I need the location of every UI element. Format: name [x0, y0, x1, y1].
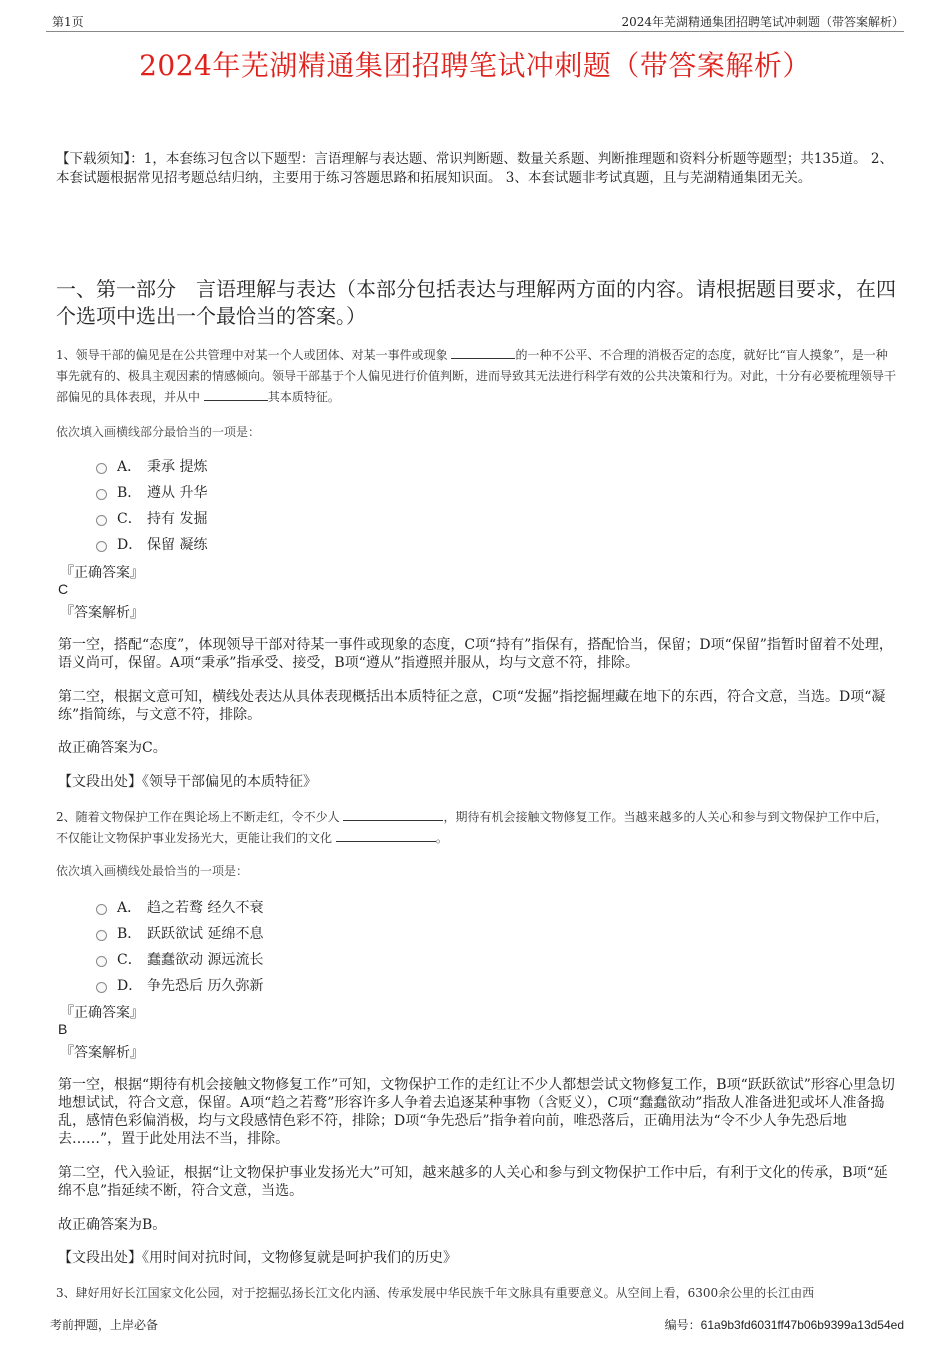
option-c[interactable]: C． 蠢蠢欲动 源远流长 [96, 946, 263, 972]
question-3-text: 3、肆好用好长江国家文化公园，对于挖掘弘扬长江文化内涵、传承发展中华民族千年文脉具有重要意义。从空间上看，6300余公里的长江由西 [56, 1286, 815, 1300]
blank-line [451, 346, 515, 359]
question-2-prompt: 依次填入画横线处最恰当的一项是： [56, 864, 249, 878]
option-b[interactable]: B． 遵从 升华 [96, 479, 207, 505]
section-heading: 一、第一部分 言语理解与表达（本部分包括表达与理解两方面的内容。请根据题目要求，在四个选项中选出一个最恰当的答案。） [56, 277, 896, 328]
analysis-label: 『答案解析』 [60, 605, 144, 621]
option-d[interactable]: D． 争先恐后 历久弥新 [96, 972, 263, 998]
correct-answer-label: 『正确答案』 [60, 1005, 144, 1021]
blank-line [343, 808, 443, 821]
footer-slogan: 考前押题，上岸必备 [50, 1318, 159, 1332]
question-1-text: 1、领导干部的偏见是在公共管理中对某一个人或团体、对某一事件或现象 的一种不公平、不合理的消极否定的态度，就好比“盲人摸象”，是一种事先就有的、极具主观因素的情感倾向。领导干部基于个人偏见进行价值判断，进而导致其无法进行科学有效的公共决策和行为。对此，十分有必要梳理领导干部偏见的具体表现，并从中 其本质特征。 [56, 348, 897, 404]
analysis-conclusion: 故正确答案为C。 [58, 740, 167, 756]
option-a[interactable]: A． 秉承 提炼 [96, 453, 207, 479]
analysis-paragraph: 第一空，根据“期待有机会接触文物修复工作”可知，文物保护工作的走红让不少人都想尝试文物修复工作，B项“跃跃欲试”形容心里急切地想试试，符合文意，保留。A项“趋之若鹜”形容许多人争着去追逐某种事物（含贬义），C项“蠢蠢欲动”指敌人准备进犯或坏人准备捣乱，感情色彩偏消极，均与文段感情色彩不符，排除；D项“争先恐后”指争着向前，唯恐落后，正确用法为“令不少人争先恐后地去……”，置于此处用法不当，排除。 [58, 1077, 895, 1147]
analysis-paragraph: 第二空，根据文意可知，横线处表达从具体表现概括出本质特征之意，C项“发掘”指挖掘埋藏在地下的东西，符合文意，当选。D项“凝练”指简练，与文意不符，排除。 [58, 689, 886, 723]
download-notice: 【下载须知】：1，本套练习包含以下题型：言语理解与表达题、常识判断题、数量关系题、判断推理题和资料分析题等题型；共135道。 2、本套试题根据常见招考题总结归纳，主要用于练习答题思路和拓展知识面。 3、本套试题非考试真题，且与芜湖精通集团无关。 [56, 151, 893, 186]
source-citation: 【文段出处】《领导干部偏见的本质特征》 [58, 774, 317, 790]
correct-answer-value: C [58, 581, 69, 597]
radio-icon[interactable] [96, 930, 107, 941]
radio-icon[interactable] [96, 515, 107, 526]
option-d[interactable]: D． 保留 凝练 [96, 531, 207, 557]
option-b[interactable]: B． 跃跃欲试 延绵不息 [96, 920, 263, 946]
page-title: 2024年芜湖精通集团招聘笔试冲刺题（带答案解析） [139, 49, 811, 82]
analysis-conclusion: 故正确答案为B。 [58, 1217, 167, 1233]
radio-icon[interactable] [96, 489, 107, 500]
question-1-options [96, 453, 207, 557]
footer-code: 编号：61a9b3fd6031ff47b06b9399a13d54ed [664, 1318, 904, 1332]
option-a[interactable]: A． 趋之若鹜 经久不衰 [96, 894, 263, 920]
page-number: 第1页 [52, 15, 84, 29]
analysis-paragraph: 第一空，搭配“态度”，体现领导干部对待某一事件或现象的态度，C项“持有”指保有，搭配恰当，保留；D项“保留”指暂时留着不处理，语义尚可，保留。A项“秉承”指承受、接受，B项“遵从”指遵照并服从，均与文意不符，排除。 [58, 637, 893, 671]
page-header [0, 0, 950, 32]
blank-line [204, 388, 268, 401]
correct-answer-label: 『正确答案』 [60, 565, 144, 581]
radio-icon[interactable] [96, 982, 107, 993]
analysis-label: 『答案解析』 [60, 1045, 144, 1061]
header-divider [46, 31, 904, 32]
blank-line [336, 829, 436, 842]
correct-answer-value: B [58, 1021, 68, 1037]
radio-icon[interactable] [96, 956, 107, 967]
question-2-text: 2、随着文物保护工作在舆论场上不断走红，令不少人 ，期待有机会接触文物修复工作。当越来越多的人关心和参与到文物保护工作中后，不仅能让文物保护事业发扬光大，更能让我们的文化 。 [56, 810, 888, 845]
source-citation: 【文段出处】《用时间对抗时间，文物修复就是呵护我们的历史》 [58, 1250, 457, 1266]
question-1-prompt: 依次填入画横线部分最恰当的一项是： [56, 425, 261, 439]
question-2-options [96, 894, 263, 998]
analysis-paragraph: 第二空，代入验证，根据“让文物保护事业发扬光大”可知，越来越多的人关心和参与到文物保护工作中后，有利于文化的传承，B项“延绵不息”指延续不断，符合文意，当选。 [58, 1165, 888, 1199]
radio-icon[interactable] [96, 541, 107, 552]
header-doc-title: 2024年芜湖精通集团招聘笔试冲刺题（带答案解析） [621, 15, 904, 29]
radio-icon[interactable] [96, 904, 107, 915]
option-c[interactable]: C． 持有 发掘 [96, 505, 207, 531]
radio-icon[interactable] [96, 463, 107, 474]
